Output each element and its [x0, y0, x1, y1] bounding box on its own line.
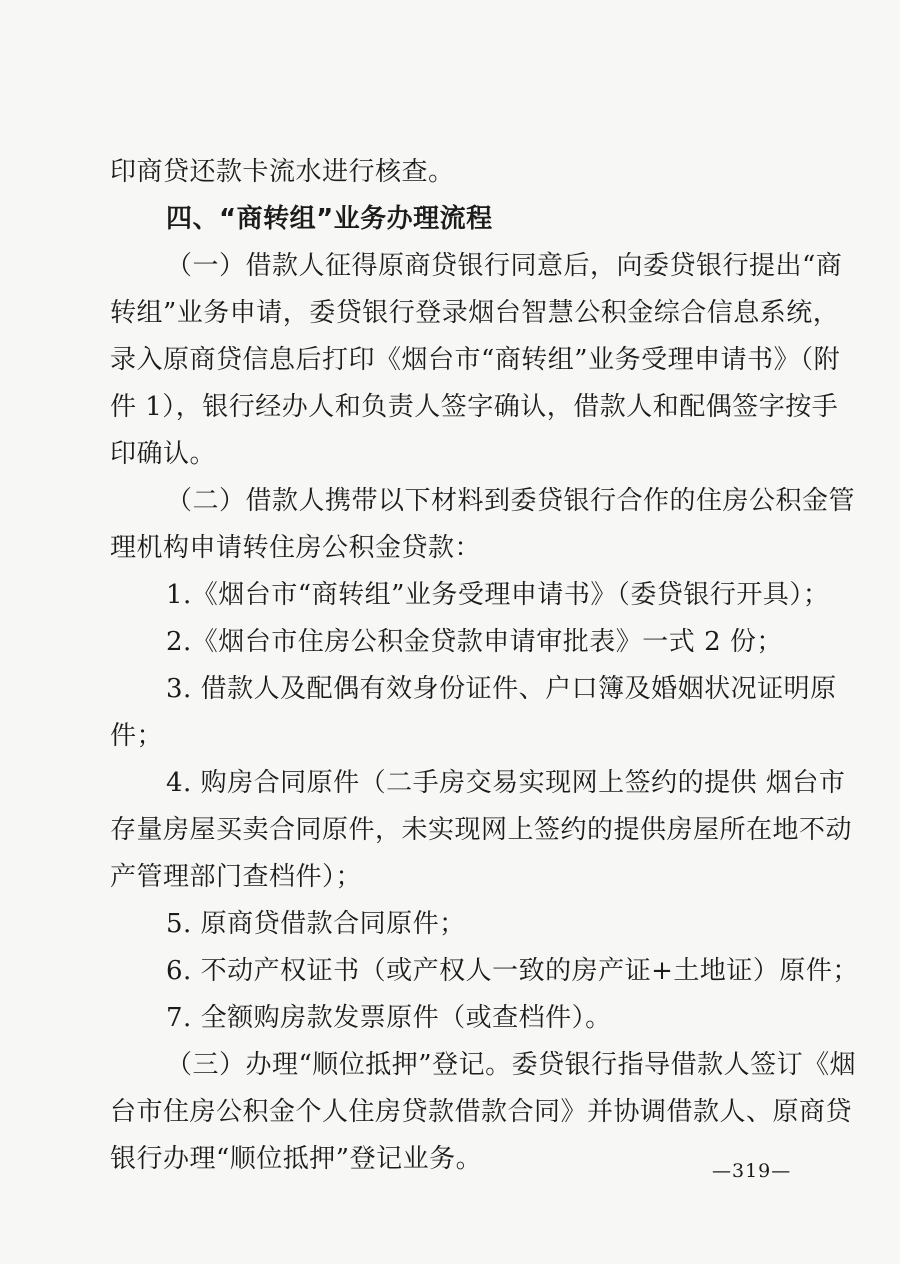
intro-line: 印商贷还款卡流水进行核查。: [110, 157, 455, 187]
material-item-6: 6. 不动产权证书（或产权人一致的房产证+土地证）原件；: [166, 956, 859, 986]
material-item-2: 2.《烟台市住房公积金贷款申请审批表》一式 2 份；: [166, 627, 783, 657]
material-item-4-line3: 产管理部门查档件）；: [110, 862, 363, 892]
step1-line3: 录入原商贷信息后打印《烟台市“商转组”业务受理申请书》（附: [110, 345, 841, 375]
material-item-4-line1: 4. 购房合同原件（二手房交易实现网上签约的提供 烟台市: [166, 768, 846, 798]
material-item-5: 5. 原商贷借款合同原件；: [166, 909, 466, 939]
material-item-1: 1.《烟台市“商转组”业务受理申请书》（委贷银行开具）；: [166, 580, 830, 610]
step1-line4: 件 1），银行经办人和负责人签字确认，借款人和配偶签字按手: [110, 392, 839, 422]
step1-line1: （一）借款人征得原商贷银行同意后，向委贷银行提出“商: [166, 251, 843, 281]
material-item-7: 7. 全额购房款发票原件（或查档件）。: [166, 1003, 612, 1033]
step1-line2: 转组”业务申请，委贷银行登录烟台智慧公积金综合信息系统，: [110, 298, 840, 328]
step3-line2: 台市住房公积金个人住房贷款借款合同》并协调借款人、原商贷: [110, 1097, 853, 1127]
material-item-3-line1: 3. 借款人及配偶有效身份证件、户口簿及婚姻状况证明原: [166, 674, 837, 704]
step1-line5: 印确认。: [110, 439, 217, 469]
step2-line2: 理机构申请转住房公积金贷款：: [110, 533, 482, 563]
material-item-3-line2: 件；: [110, 721, 164, 751]
section-heading: 四、“商转组”业务办理流程: [166, 204, 493, 234]
material-item-4-line2: 存量房屋买卖合同原件，未实现网上签约的提供房屋所在地不动: [110, 815, 853, 845]
step3-line3: 银行办理“顺位抵押”登记业务。: [110, 1144, 483, 1174]
page-number: —319—: [712, 1160, 792, 1182]
step3-line1: （三）办理“顺位抵押”登记。委贷银行指导借款人签订《烟: [166, 1050, 857, 1080]
step2-line1: （二）借款人携带以下材料到委贷银行合作的住房公积金管: [166, 486, 856, 516]
